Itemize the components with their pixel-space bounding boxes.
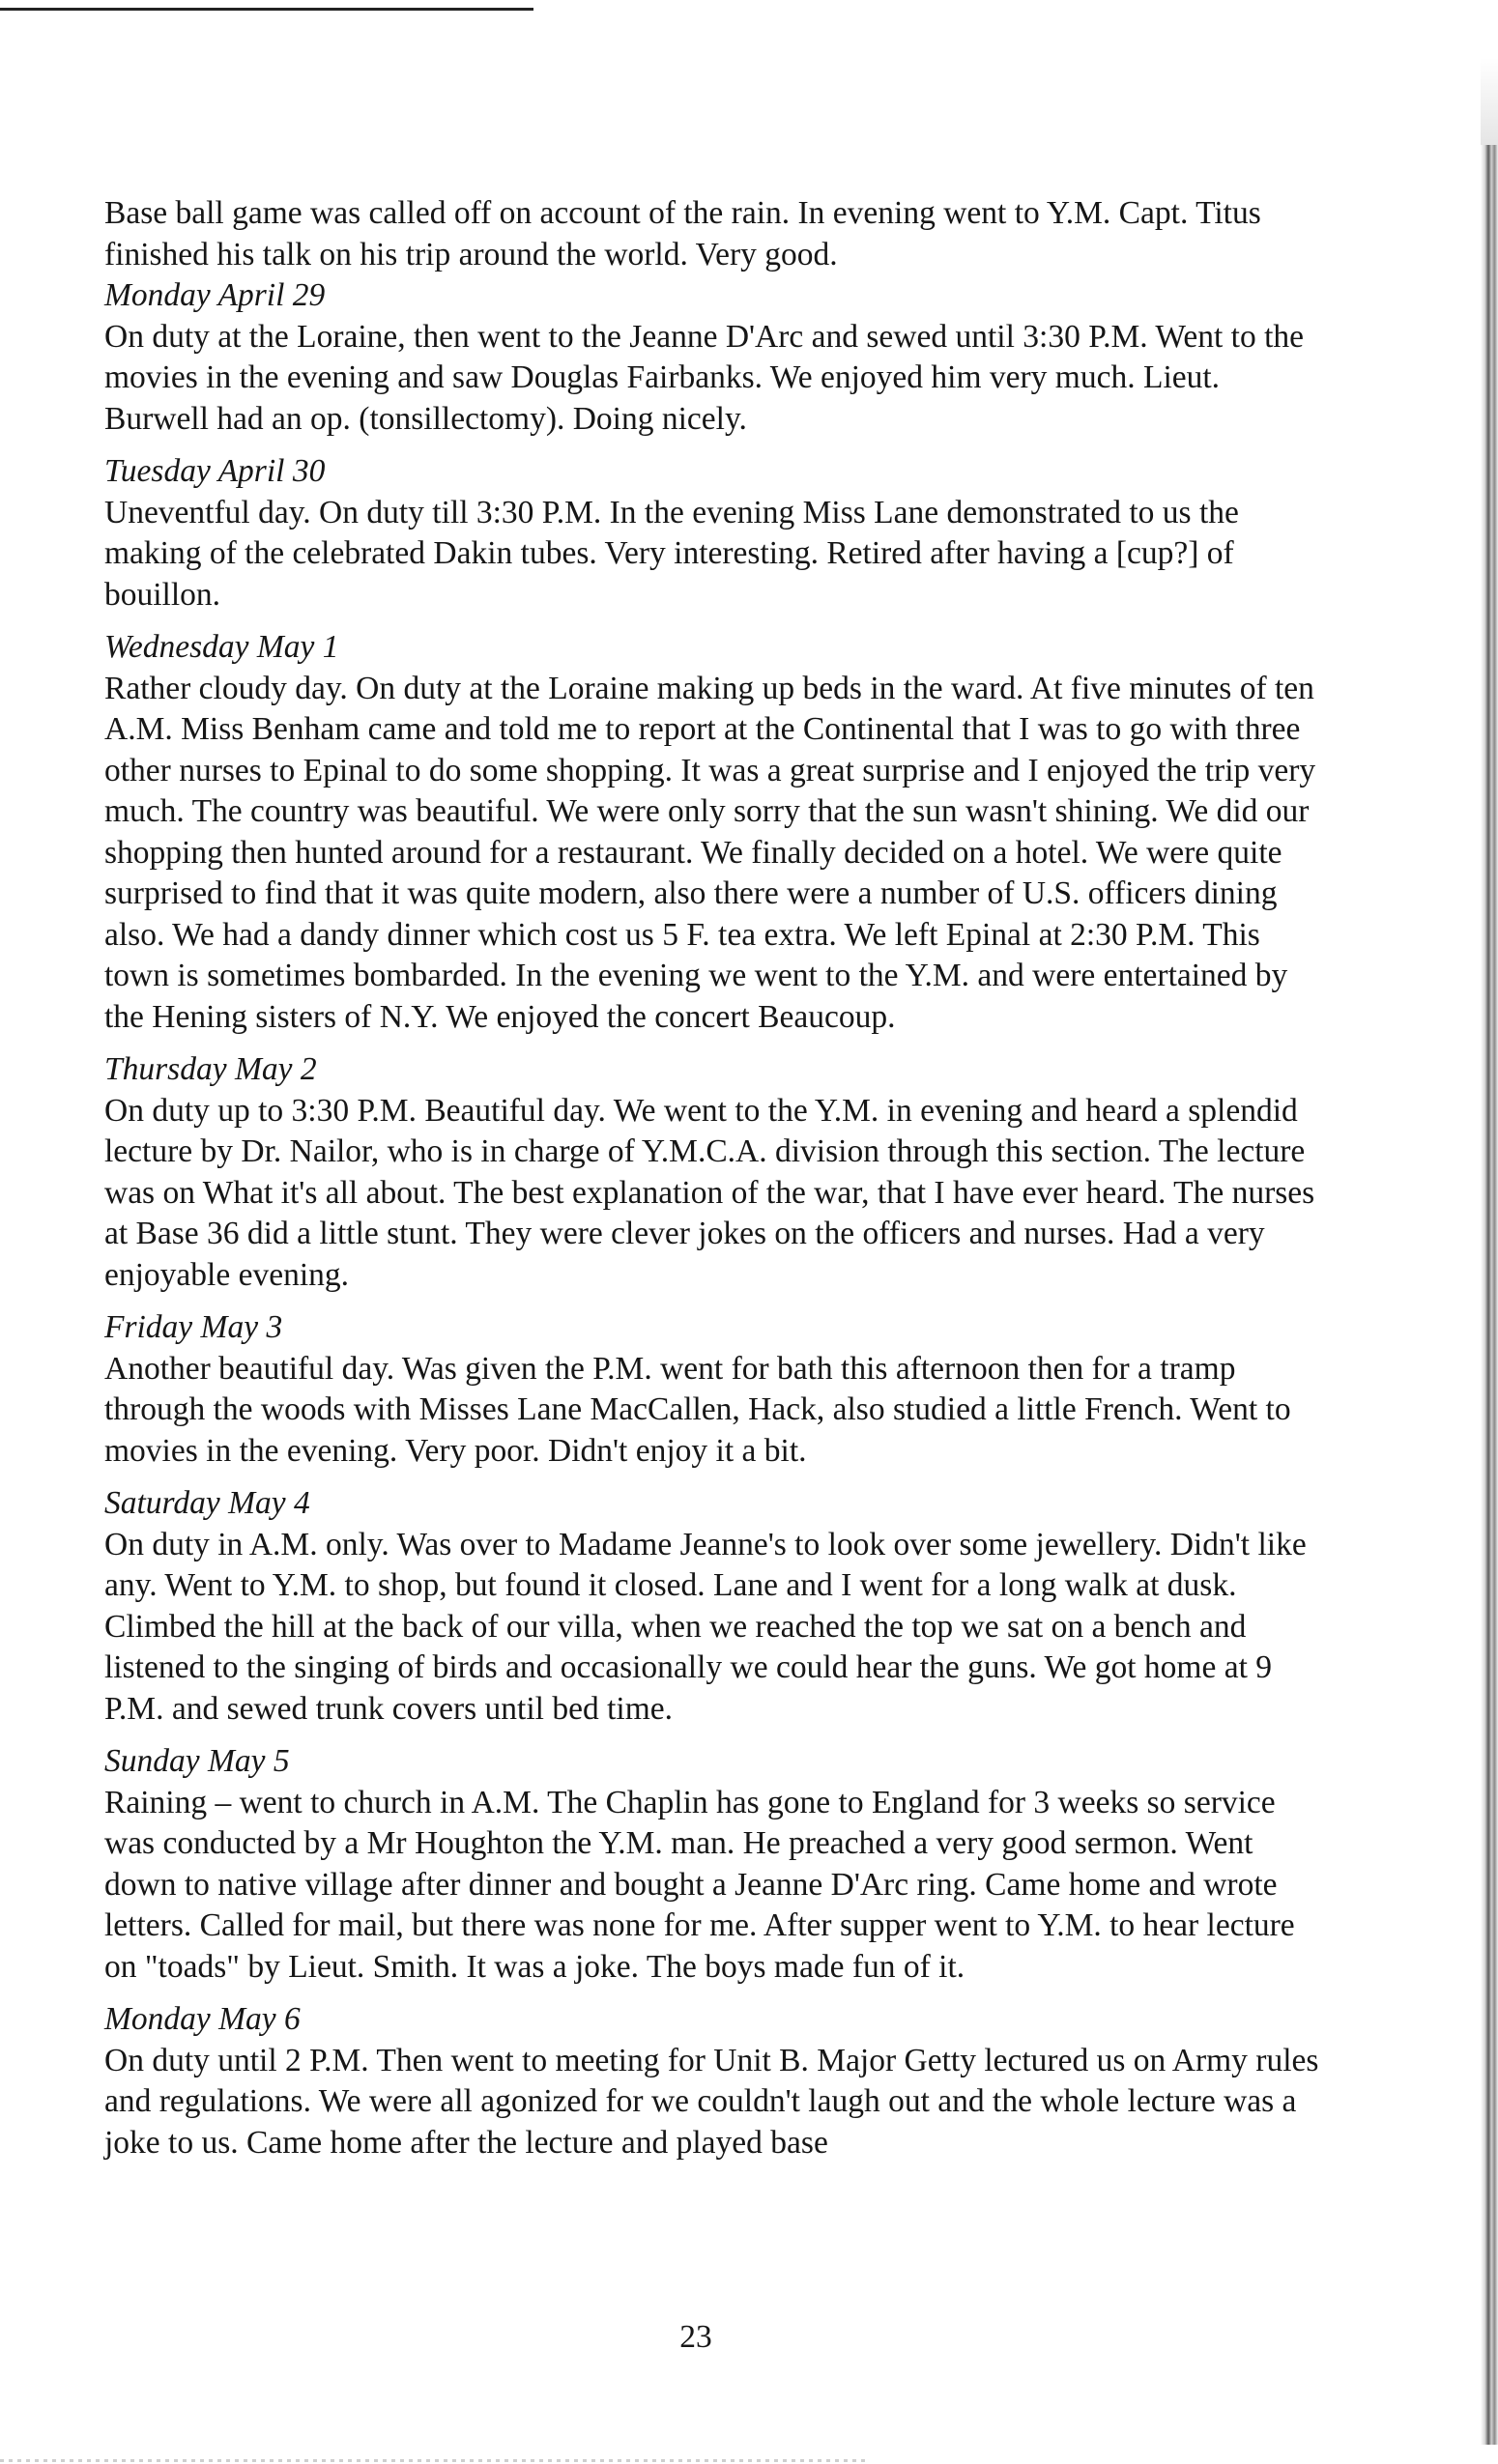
diary-entry-monday-april-29 <box>104 275 1324 440</box>
diary-entry-thursday-may-2 <box>104 1049 1324 1296</box>
entry-heading: Saturday May 4 <box>104 1485 310 1521</box>
diary-entry-friday-may-3 <box>104 1307 1324 1472</box>
page-edge-fade <box>1481 58 1498 145</box>
scan-noise <box>0 2459 870 2462</box>
top-rule <box>0 8 533 11</box>
entry-heading: Sunday May 5 <box>104 1743 290 1779</box>
page-number: 23 <box>679 2319 712 2355</box>
page-edge-shadow <box>1481 145 1498 2445</box>
entry-text: On duty until 2 P.M. Then went to meeting for Unit B. Major Getty lectured us on Army rules and regulations. We were all agonized for we couldn't laugh out and the whole lecture was a joke to us. Came home after the lecture and played base <box>104 2042 1319 2161</box>
intro-paragraph: Base ball game was called off on account of the rain. In evening went to Y.M. Capt. Titus finished his talk on his trip around the world. Very good. <box>104 195 1261 272</box>
diary-entry-tuesday-april-30 <box>104 451 1324 616</box>
entry-text: On duty in A.M. only. Was over to Madame Jeanne's to look over some jewellery. Didn't like any. Went to Y.M. to shop, but found it closed. Lane and I went for a long walk at dusk. Climbed the hill at the back of our villa, when we reached the top we sat on a bench and listened to the singing of birds and occasionally we could hear the guns. We got home at 9 P.M. and sewed trunk covers until bed time. <box>104 1526 1307 1727</box>
entry-text: On duty at the Loraine, then went to the Jeanne D'Arc and sewed until 3:30 P.M. Went to the movies in the evening and saw Douglas Fairbanks. We enjoyed him very much. Lieut. Burwell had an op. (tonsillectomy). Doing nicely. <box>104 318 1305 437</box>
entry-text: Another beautiful day. Was given the P.M. went for bath this afternoon then for a tramp through the woods with Misses Lane MacCallen, Hack, also studied a little French. Went to movies in the evening. Very poor. Didn't enjoy it a bit. <box>104 1350 1291 1469</box>
entry-text: Raining – went to church in A.M. The Chaplin has gone to England for 3 weeks so service was conducted by a Mr Houghton the Y.M. man. He preached a very good sermon. Went down to native village after dinner and bought a Jeanne D'Arc ring. Came home and wrote letters. Called for mail, but there was none for me. After supper went to Y.M. to hear lecture on "toads" by Lieut. Smith. It was a joke. The boys made fun of it. <box>104 1784 1295 1985</box>
entry-heading: Wednesday May 1 <box>104 629 339 665</box>
diary-entry-sunday-may-5 <box>104 1741 1324 1988</box>
entry-heading: Friday May 3 <box>104 1309 283 1345</box>
diary-content <box>104 193 1324 2175</box>
entry-text: Uneventful day. On duty till 3:30 P.M. In the evening Miss Lane demonstrated to us the making of the celebrated Dakin tubes. Very interesting. Retired after having a [cup?] of bouillon. <box>104 494 1239 613</box>
entry-heading: Thursday May 2 <box>104 1051 317 1087</box>
diary-entry-saturday-may-4 <box>104 1483 1324 1730</box>
entry-text: Rather cloudy day. On duty at the Loraine making up beds in the ward. At five minutes of ten A.M. Miss Benham came and told me to report at the Continental that I was to go with three other nurses to Epinal to do some shopping. It was a great surprise and I enjoyed the trip very much. The country was beautiful. We were only sorry that the sun wasn't shining. We did our shopping then hunted around for a restaurant. We finally decided on a hotel. We were quite surprised to find that it was quite modern, also there were a number of U.S. officers dining also. We had a dandy dinner which cost us 5 F. tea extra. We left Epinal at 2:30 P.M. This town is sometimes bombarded. In the evening we went to the Y.M. and were entertained by the Hening sisters of N.Y. We enjoyed the concert Beaucoup. <box>104 670 1316 1035</box>
entry-heading: Monday April 29 <box>104 277 326 313</box>
entry-heading: Monday May 6 <box>104 2001 301 2037</box>
diary-entry-monday-may-6 <box>104 1999 1324 2163</box>
entry-text: On duty up to 3:30 P.M. Beautiful day. We went to the Y.M. in evening and heard a splendid lecture by Dr. Nailor, who is in charge of Y.M.C.A. division through this section. The lecture was on What it's all about. The best explanation of the war, that I have ever heard. The nurses at Base 36 did a little stunt. They were clever jokes on the officers and nurses. Had a very enjoyable evening. <box>104 1092 1315 1293</box>
diary-entry-wednesday-may-1 <box>104 627 1324 1038</box>
entry-heading: Tuesday April 30 <box>104 453 326 489</box>
